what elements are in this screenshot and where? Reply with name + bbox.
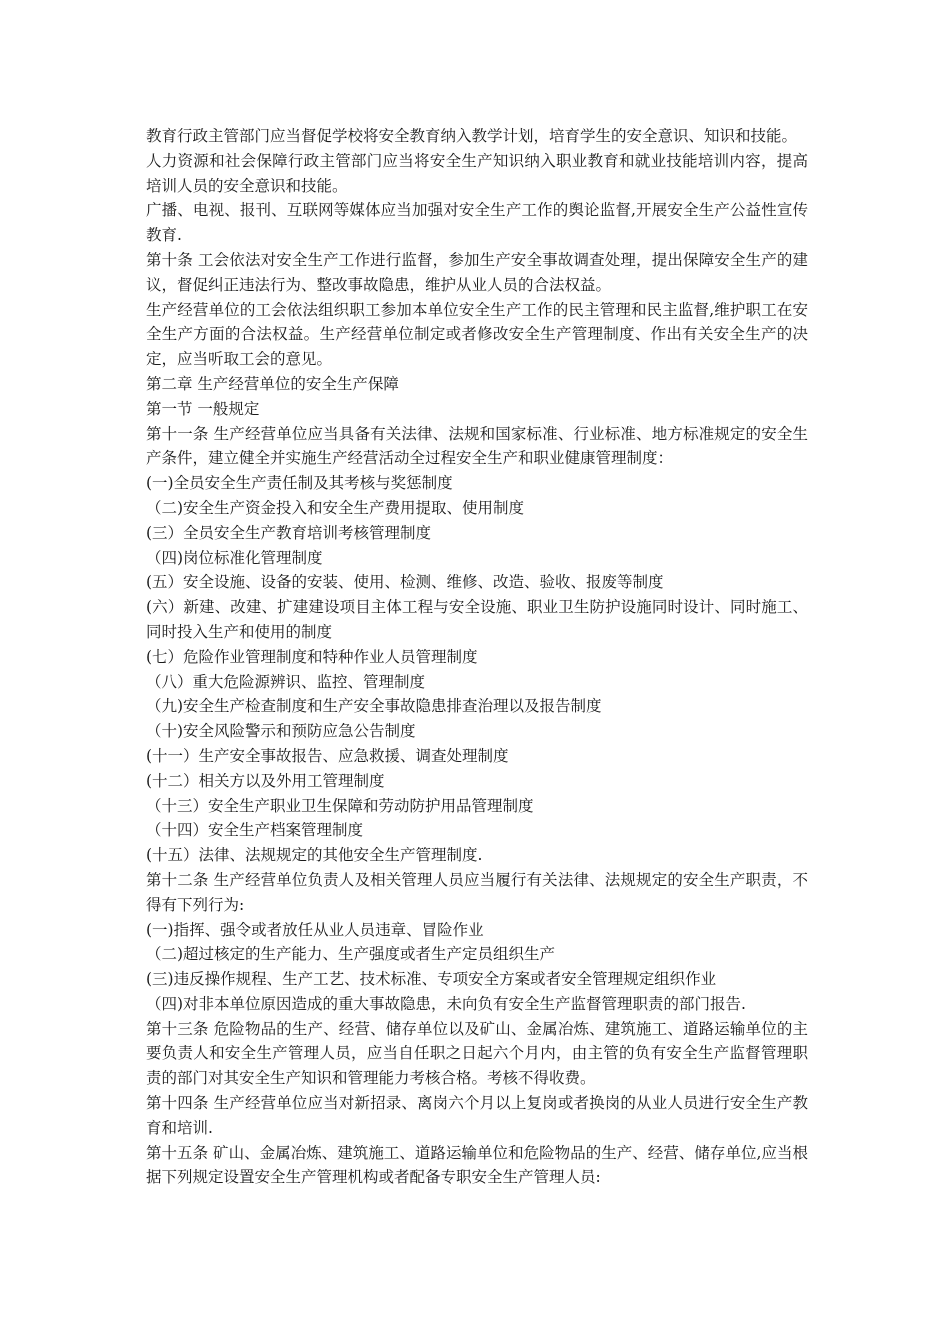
list-item: （十三）安全生产职业卫生保障和劳动防护用品管理制度 bbox=[146, 796, 534, 815]
list-item: （二)超过核定的生产能力、生产强度或者生产定员组织生产 bbox=[146, 945, 556, 964]
list-item: （十)安全风险警示和预防应急公告制度 bbox=[146, 722, 416, 741]
article-10: 第十条 工会依法对安全生产工作进行监督，参加生产安全事故调查处理，提出保障安全生产的建议，督促纠正违法行为、整改事故隐患，维护从业人员的合法权益。 bbox=[146, 250, 808, 294]
section-heading: 第一节 一般规定 bbox=[146, 399, 260, 418]
article-14: 第十四条 生产经营单位应当对新招录、离岗六个月以上复岗或者换岗的从业人员进行安全生产教育和培训. bbox=[146, 1094, 808, 1137]
paragraph: 广播、电视、报刊、互联网等媒体应当加强对安全生产工作的舆论监督,开展安全生产公益性宣传教育. bbox=[146, 201, 808, 245]
document-body bbox=[146, 124, 808, 1190]
list-item: (三）全员安全生产教育培训考核管理制度 bbox=[146, 523, 432, 542]
list-item: (七）危险作业管理制度和特种作业人员管理制度 bbox=[146, 647, 478, 666]
chapter-heading: 第二章 生产经营单位的安全生产保障 bbox=[146, 374, 399, 393]
list-item: (一)指挥、强令或者放任从业人员违章、冒险作业 bbox=[146, 920, 484, 939]
list-item: （十四）安全生产档案管理制度 bbox=[146, 821, 364, 840]
list-item: （四)对非本单位原因造成的重大事故隐患，未向负有安全生产监督管理职责的部门报告. bbox=[146, 994, 746, 1013]
list-item: (一)全员安全生产责任制及其考核与奖惩制度 bbox=[146, 474, 453, 493]
list-item: （二)安全生产资金投入和安全生产费用提取、使用制度 bbox=[146, 498, 525, 517]
list-item: （九)安全生产检查制度和生产安全事故隐患排查治理以及报告制度 bbox=[146, 697, 602, 716]
paragraph: 教育行政主管部门应当督促学校将安全教育纳入教学计划，培育学生的安全意识、知识和技能。 bbox=[146, 127, 798, 145]
paragraph: 人力资源和社会保障行政主管部门应当将安全生产知识纳入职业教育和就业技能培训内容，提高培训人员的安全意识和技能。 bbox=[146, 151, 808, 195]
article-12: 第十二条 生产经营单位负责人及相关管理人员应当履行有关法律、法规规定的安全生产职责，不得有下列行为: bbox=[146, 870, 808, 914]
paragraph: 生产经营单位的工会依法组织职工参加本单位安全生产工作的民主管理和民主监督,维护职工在安全生产方面的合法权益。生产经营单位制定或者修改安全生产管理制度、作出有关安全生产的决定，应当听取工会的意见。 bbox=[146, 300, 808, 369]
article-15: 第十五条 矿山、金属冶炼、建筑施工、道路运输单位和危险物品的生产、经营、储存单位,应当根据下列规定设置安全生产管理机构或者配备专职安全生产管理人员: bbox=[146, 1143, 808, 1187]
list-item: (十五）法律、法规规定的其他安全生产管理制度. bbox=[146, 846, 483, 865]
list-item: (十二）相关方以及外用工管理制度 bbox=[146, 771, 385, 790]
list-item: （四)岗位标准化管理制度 bbox=[146, 548, 323, 567]
article-11: 第十一条 生产经营单位应当具备有关法律、法规和国家标准、行业标准、地方标准规定的安全生产条件，建立健全并实施生产经营活动全过程安全生产和职业健康管理制度： bbox=[146, 424, 808, 468]
list-item: （八）重大危险源辨识、监控、管理制度 bbox=[146, 672, 426, 691]
list-item: (十一）生产安全事故报告、应急救援、调查处理制度 bbox=[146, 746, 509, 765]
list-item: (六）新建、改建、扩建建设项目主体工程与安全设施、职业卫生防护设施同时设计、同时施工、同时投入生产和使用的制度 bbox=[146, 598, 808, 641]
article-13: 第十三条 危险物品的生产、经营、储存单位以及矿山、金属冶炼、建筑施工、道路运输单位的主要负责人和安全生产管理人员，应当自任职之日起六个月内，由主管的负有安全生产监督管理职责的部门对其安全生产知识和管理能力考核合格。考核不得收费。 bbox=[146, 1019, 808, 1088]
list-item: (五）安全设施、设备的安装、使用、检测、维修、改造、验收、报废等制度 bbox=[146, 573, 664, 592]
list-item: (三)违反操作规程、生产工艺、技术标准、专项安全方案或者安全管理规定组织作业 bbox=[146, 970, 717, 989]
